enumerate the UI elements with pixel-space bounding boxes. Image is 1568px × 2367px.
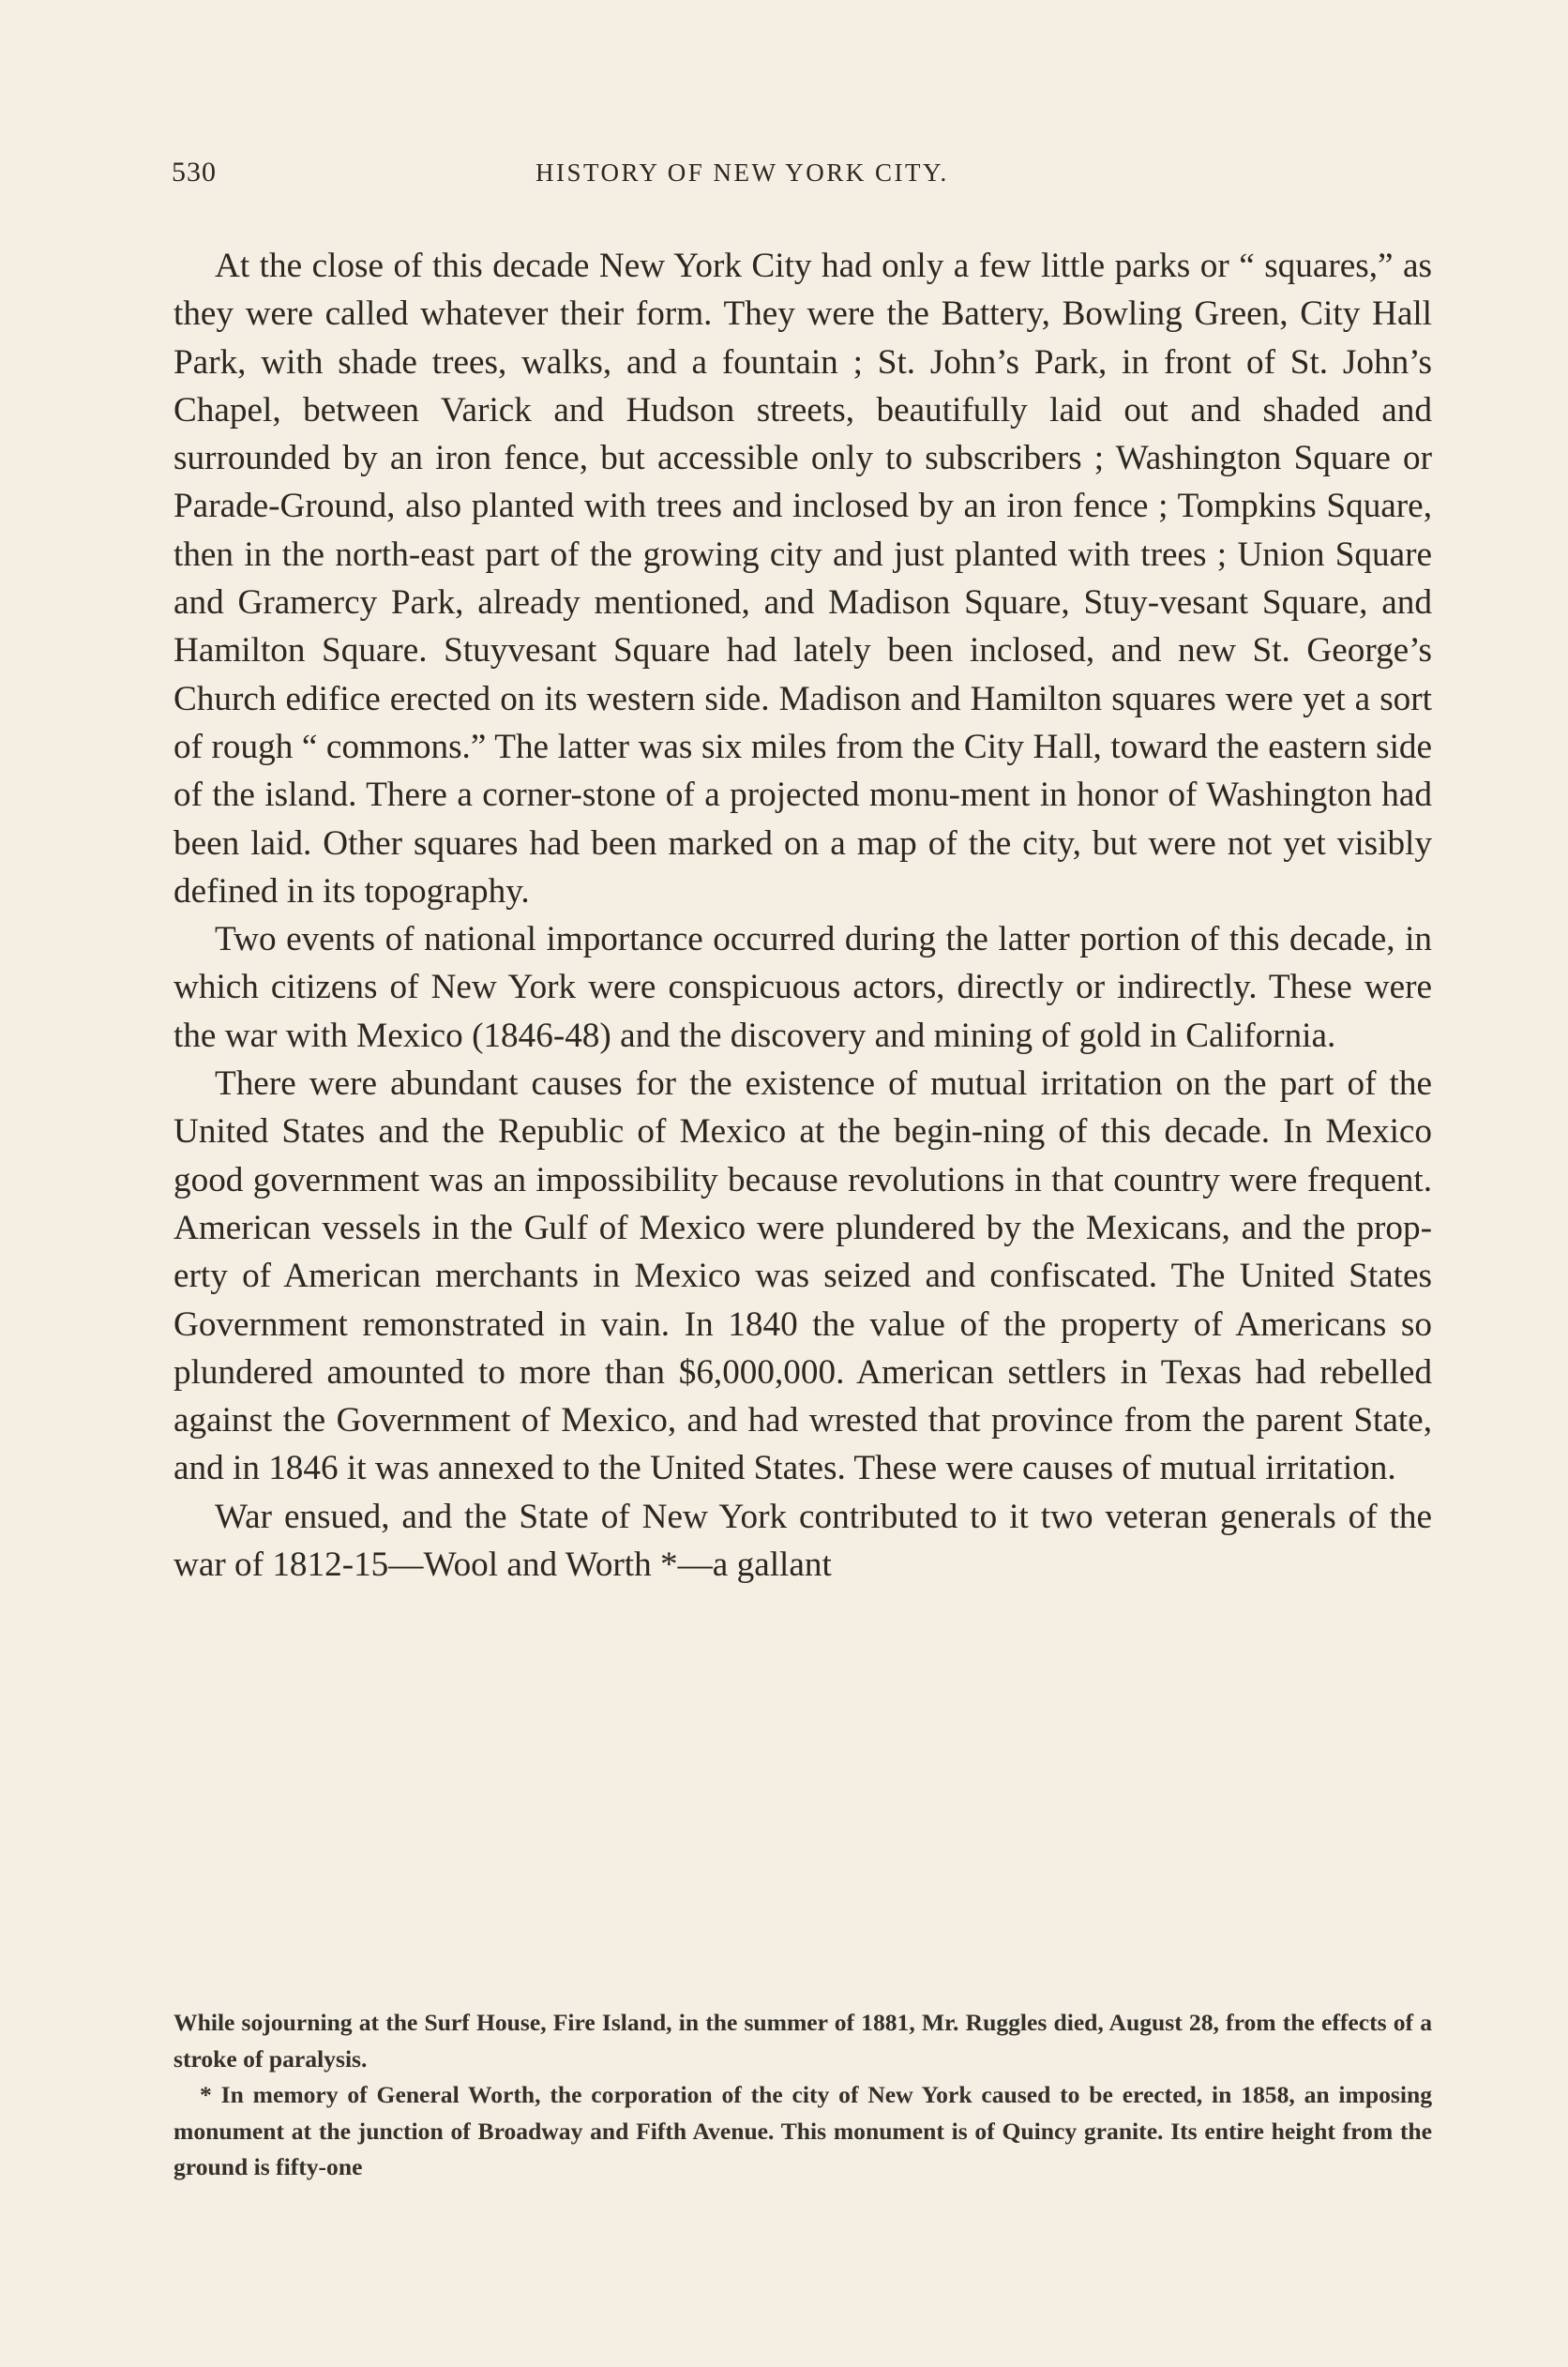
- page-number: 530: [172, 157, 217, 188]
- footnote-continued: While sojourning at the Surf House, Fire Island, in the summer of 1881, Mr. Ruggles died, August 28, from the effects of a stroke of paralysis.: [173, 2009, 1432, 2073]
- main-text: [173, 242, 1432, 1589]
- paragraph-national-events: Two events of national importance occurred during the latter portion of this decade, in which citizens of New York were conspicuous actors, directly or indirectly. These were the war with Mexico (1846-48) and the discovery and mining of gold in California.: [173, 920, 1432, 1055]
- footnote-worth-monument: * In memory of General Worth, the corporation of the city of New York caused to be erected, in 1858, an imposing monument at the junction of Broadway and Fifth Avenue. This monument is of Quincy granite. Its entire height from the ground is fifty-one: [173, 2081, 1432, 2180]
- running-header: [172, 153, 1428, 198]
- footnotes: [173, 2005, 1432, 2186]
- running-title: HISTORY OF NEW YORK CITY.: [535, 158, 949, 187]
- paragraph-mexico-causes: There were abundant causes for the existence of mutual irritation on the part of the United States and the Republic of Mexico at the begin-ning of this decade. In Mexico good government was an impossibility because revolutions in that country were frequent. American vessels in the Gulf of Mexico were plundered by the Mexicans, and the prop-erty of American merchants in Mexico was seized and confiscated. The United States Government remonstrated in vain. In 1840 the value of the property of Americans so plundered amounted to more than $6,000,000. American settlers in Texas had rebelled against the Government of Mexico, and had wrested that province from the parent State, and in 1846 it was annexed to the United States. These were causes of mutual irritation.: [173, 1064, 1432, 1488]
- paragraph-parks: At the close of this decade New York City had only a few little parks or “ squares,” as they were called whatever their form. They were the Battery, Bowling Green, City Hall Park, with shade trees, walks, and a fountain ; St. John’s Park, in front of St. John’s Chapel, between Varick and Hudson streets, beautifully laid out and shaded and surrounded by an iron fence, but accessible only to subscribers ; Washington Square or Parade-Ground, also planted with trees and inclosed by an iron fence ; Tompkins Square, then in the north-east part of the growing city and just planted with trees ; Union Square and Gramercy Park, already mentioned, and Madison Square, Stuy-vesant Square, and Hamilton Square. Stuyvesant Square had lately been inclosed, and new St. George’s Church edifice erected on its western side. Madison and Hamilton squares were yet a sort of rough “ commons.” The latter was six miles from the City Hall, toward the eastern side of the island. There a corner-stone of a projected monu-ment in honor of Washington had been laid. Other squares had been marked on a map of the city, but were not yet visibly defined in its topography.: [173, 247, 1432, 911]
- paragraph-war-ensued: War ensued, and the State of New York contributed to it two veteran generals of the war of 1812-15—Wool and Worth *—a gallant: [173, 1497, 1432, 1585]
